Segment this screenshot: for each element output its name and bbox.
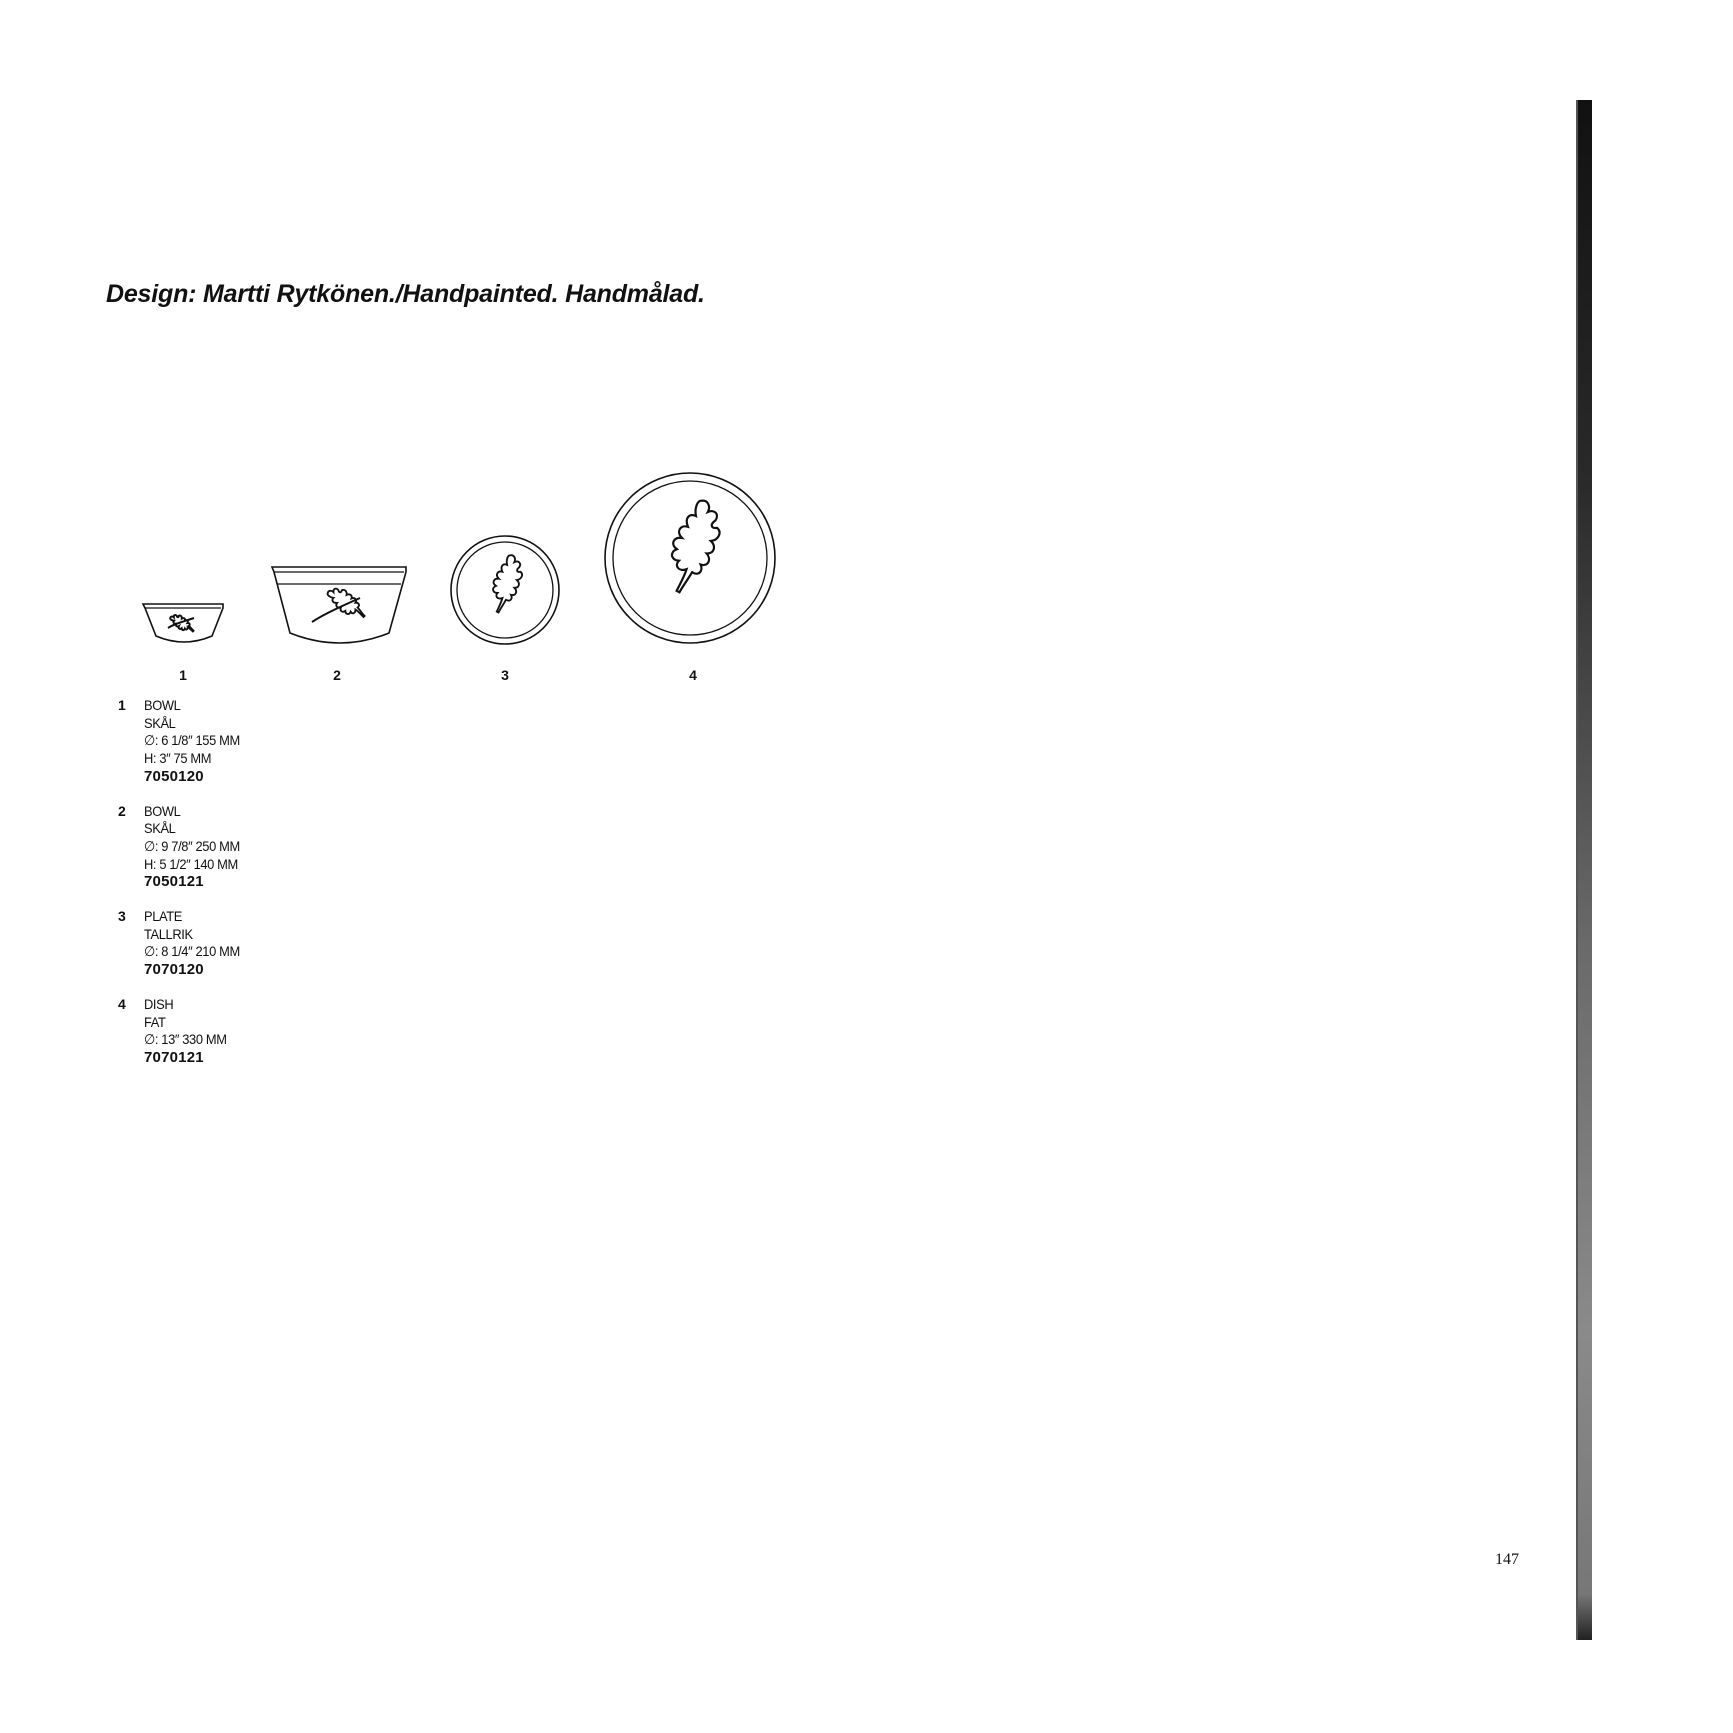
page-number: 147	[1495, 1551, 1519, 1568]
illustration-label-2: 2	[333, 667, 341, 683]
spec-diameter: ∅: 6 1/8″ 155 MM	[144, 732, 240, 749]
plate-illustration	[451, 536, 559, 644]
dish-illustration	[605, 473, 775, 643]
spec-diameter: ∅: 9 7/8″ 250 MM	[144, 837, 240, 854]
spec-item	[118, 697, 248, 786]
illustration-label-4: 4	[689, 667, 697, 683]
spec-name-sv: SKÅL	[144, 820, 176, 837]
product-spec-list	[118, 697, 248, 1067]
spec-item	[118, 803, 248, 892]
spec-diameter: ∅: 13″ 330 MM	[144, 1031, 227, 1048]
spec-item-number: 3	[118, 908, 126, 925]
spec-article-code: 7050120	[144, 767, 204, 785]
spec-name-sv: FAT	[144, 1013, 166, 1030]
spec-article-code: 7070121	[144, 1048, 204, 1066]
product-illustrations	[0, 0, 820, 700]
spec-name-sv: SKÅL	[144, 714, 176, 731]
bowl-small-illustration	[143, 604, 223, 642]
spec-name-en: BOWL	[144, 802, 181, 819]
spec-item	[118, 908, 248, 979]
spec-item-number: 4	[118, 995, 126, 1012]
design-heading: Design: Martti Rytkönen./Handpainted. Handmålad.	[106, 280, 705, 308]
spec-height: H: 3″ 75 MM	[144, 750, 212, 767]
illustration-label-1: 1	[179, 667, 187, 683]
spec-item	[118, 996, 248, 1067]
spec-diameter: ∅: 8 1/4″ 210 MM	[144, 943, 240, 960]
bowl-large-illustration	[272, 567, 406, 643]
spec-item-number: 1	[118, 697, 126, 713]
illustration-label-3: 3	[501, 667, 509, 683]
spec-name-sv: TALLRIK	[144, 925, 193, 942]
spec-article-code: 7050121	[144, 873, 204, 891]
spec-name-en: BOWL	[144, 697, 181, 713]
spec-name-en: DISH	[144, 995, 174, 1012]
spec-article-code: 7070120	[144, 961, 204, 979]
page-binding-edge	[1578, 100, 1592, 1640]
spec-name-en: PLATE	[144, 908, 183, 925]
spec-item-number: 2	[118, 802, 126, 819]
spec-height: H: 5 1/2″ 140 MM	[144, 855, 238, 872]
